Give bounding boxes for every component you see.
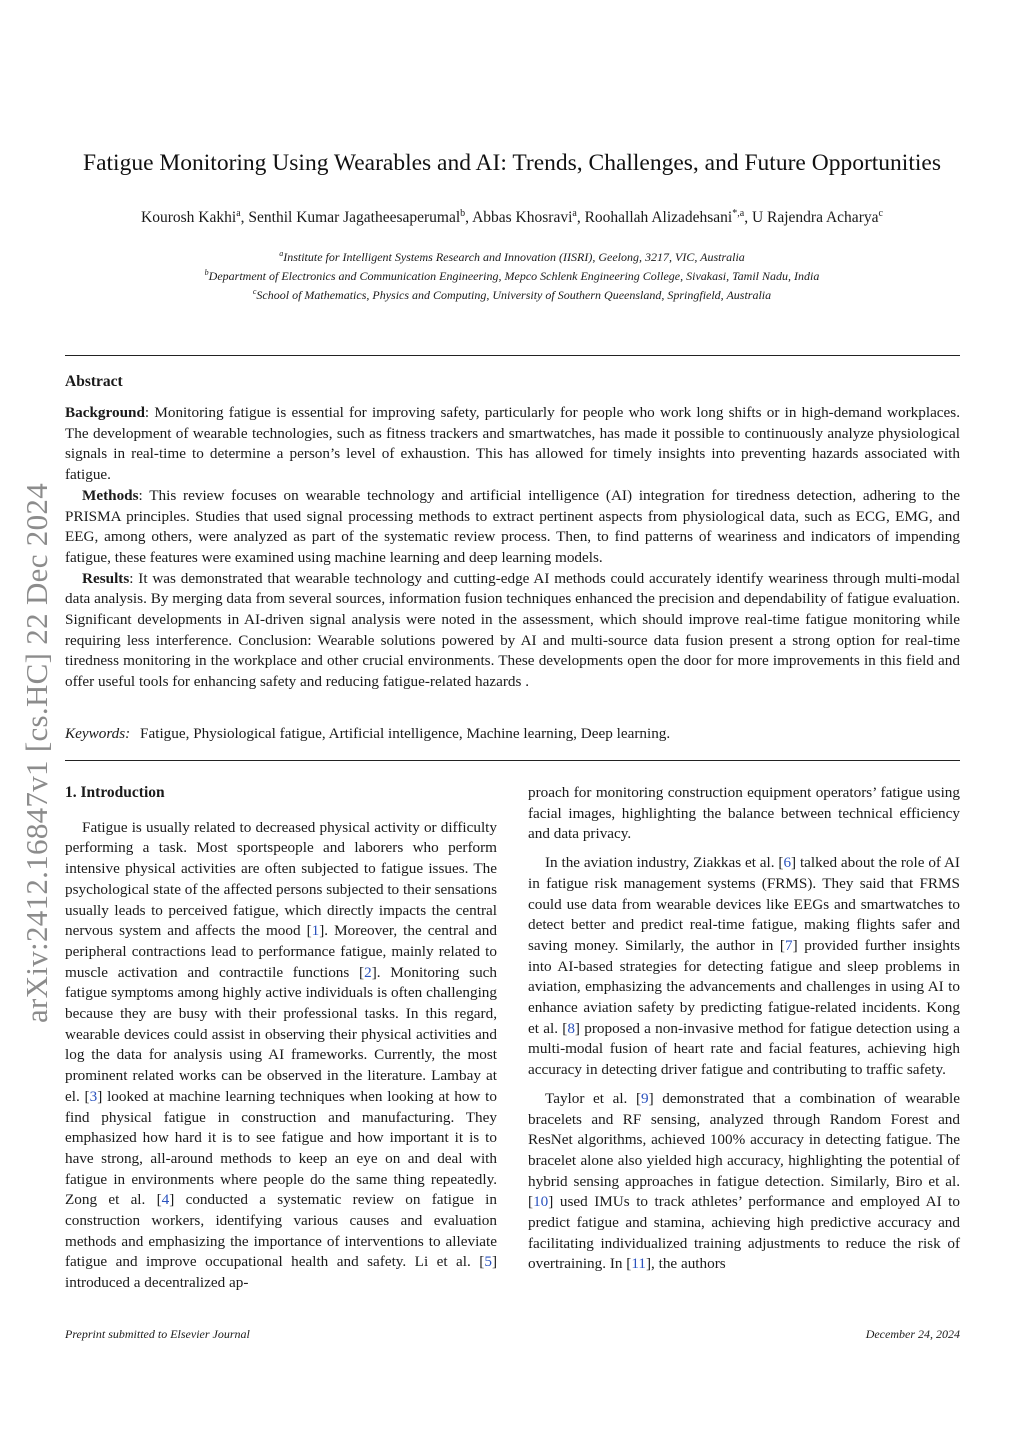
keywords [65,724,960,745]
abstract-divider [65,760,960,761]
text-run: Fatigue is usually related to decreased physical activity or difficulty performing a task. Most sportspeople and laborers who perform intensive physical activities are often subjected to fatigue issues. The psychological state of the affected persons subjected to their sensations usually leads to perceived fatigue, which directly impacts the central nervous system and affects the mood [ [65,818,498,940]
author: U Rajendra Acharya$^c$ [751,208,883,227]
citation-link[interactable]: 2 [364,963,372,981]
text-run: ] provided further insights into AI-based strategies for detecting fatigue and sleep problems in aviation, emphasizing the advancements and challenges in using AI to enhance aviation safety by predicting fatigue-related incidents. Kong et al. [ [528,936,960,1037]
author: Abbas Khosravi$^a$, [472,208,585,227]
text-run: ] looked at machine learning techniques when looking at how to find physical fatigue in construction and manufacturing. They emphasized how hard it is to see fatigue and how important it is to have strong, all-around methods to keep an eye on and deal with fatigue in environments where people do the same thing repeatedly. Zong et al. [ [65,1087,497,1209]
abstract-heading: Abstract [65,373,123,390]
text-run: ] conducted a systematic review on fatigue in construction workers, identifying various causes and evaluation methods and emphasizing the importance of interventions to alleviate fatigue and improve occupational health and safety. Li et al. [ [65,1191,497,1271]
text-run: Taylor et al. [ [545,1089,642,1107]
section-heading-introduction: 1. Introduction [65,784,165,801]
intro-paragraph-3 [528,1089,960,1275]
text-run: In the aviation industry, Ziakkas et al. [ [545,854,784,872]
keywords-list: Fatigue, Physiological fatigue, Artificial intelligence, Machine learning, Deep learning. [140,725,671,742]
citation-link[interactable]: 7 [784,936,793,954]
top-divider [65,355,960,356]
citation-link[interactable]: 4 [161,1191,170,1209]
intro-paragraph-1-continued [528,783,960,845]
affiliation: $^a$Institute for Intelligent Systems Research and Innovation (IISRI), Geelong, 3217, VIC, Australia [279,249,745,264]
author: Roohallah Alizadehsani$^{*,a}$, [584,208,752,227]
text-run: ], the authors [645,1255,726,1273]
abstract-body [65,403,960,693]
author-list [0,208,1024,227]
intro-paragraph-2 [528,853,960,1081]
paper-title: Fatigue Monitoring Using Wearables and AI: Trends, Challenges, and Future Opportunities [83,150,941,176]
text-run: ]. Moreover, the central and peripheral contractions lead to performance fatigue, mainly related to muscle activation and contractile functions [ [65,922,497,981]
keywords-label: Keywords: [65,725,131,742]
abstract-results: Results: It was demonstrated that wearable technology and cutting-edge AI methods could accurately identify weariness through multi-modal data analysis. By merging data from several sources, information fusion techniques enhanced the precision and dependability of fatigue evaluation. Significant developments in AI-driven signal analysis were noted in the assessment, which should improve real-time fatigue monitoring while requiring less interference. Conclusion: Wearable solutions powered by AI and multi-source data fusion present a strong option for real-time tiredness monitoring in the workplace and other crucial environments. These developments open the door for more improvements in this field and offer useful tools for enhancing safety and reducing fatigue-related hazards . [65,569,960,691]
text-run: ]. Monitoring such fatigue symptoms among highly active individuals is often challenging because they are busy with their professional tasks. In this regard, wearable devices could assist in observing their physical activities and log the data for analysis using AI frameworks. Currently, the most prominent related works can be observed in the literature. Lambay at el. [ [65,963,498,1105]
text-run: ] demonstrated that a combination of wearable bracelets and RF sensing, analyzed through Random Forest and ResNet algorithms, achieved 100% accuracy in detecting fatigue. The bracelet alone also yielded high accuracy, highlighting the potential of hybrid sensing approaches in fatigue detection. Similarly, Biro et al. [ [528,1089,960,1211]
arxiv-identifier-stamp [12,445,62,1060]
right-column [528,783,960,1283]
citation-link[interactable]: 8 [567,1019,575,1037]
footer-date: December 24, 2024 [865,1327,960,1341]
abstract-background: Background: Monitoring fatigue is essential for improving safety, particularly for people who work long shifts or in high-demand workplaces. The development of wearable technologies, such as fitness trackers and smartwatches, has made it possible to continuously analyze physiological signals in real-time to determine a person’s level of exhaustion. This has allowed for timely insights into preventing hazards associated with fatigue. [65,404,960,484]
text-run: ] proposed a non-invasive method for fatigue detection using a multi-modal fusion of heart rate and facial features, achieving high accuracy in detecting driver fatigue and contributing to traffic safety. [528,1019,960,1079]
intro-paragraph-1 [65,818,497,1294]
citation-link[interactable]: 5 [484,1253,492,1271]
citation-link[interactable]: 10 [533,1193,549,1211]
author: Senthil Kumar Jagatheesaperumal$^b$, [248,208,473,227]
citation-link[interactable]: 6 [783,854,792,872]
citation-link[interactable]: 1 [311,922,320,940]
affiliation: $^c$School of Mathematics, Physics and Computing, University of Southern Queensland, Springfield, Australia [252,287,772,302]
footer-preprint-note: Preprint submitted to Elsevier Journal [65,1327,250,1341]
arxiv-identifier: arXiv:2412.16847v1 [cs.HC] 22 Dec 2024 [19,482,55,1023]
citation-link[interactable]: 9 [641,1089,649,1107]
author: Kourosh Kakhi$^a$, [141,208,249,227]
text-run: ] used IMUs to track athletes’ performance and employed AI to predict fatigue and stamina, achieving high predictive accuracy and facilitating individualized training adjustments to reduce the risk of overtraining. In [ [528,1193,960,1273]
affiliation: $^b$Department of Electronics and Communication Engineering, Mepco Schlenk Engineering College, Sivakasi, Tamil Nadu, India [204,268,820,283]
left-column [65,783,497,1302]
affiliation-list [0,246,1024,303]
citation-link[interactable]: 3 [89,1087,98,1105]
abstract-methods: Methods: This review focuses on wearable technology and artificial intelligence (AI) integration for tiredness detection, adhering to the PRISMA principles. Studies that used signal processing methods to extract pertinent aspects from physiological data, such as ECG, EMG, and EEG, among others, were analyzed as part of the systematic review process. Then, to find patterns of weariness and indicators of impending fatigue, these features were examined using machine learning and deep learning models. [65,486,960,566]
text-run: ] introduced a decentralized ap- [65,1253,497,1292]
citation-link[interactable]: 11 [631,1255,646,1273]
text-run: ] talked about the role of AI in fatigue risk management systems (FRMS). They said that FRMS could use data from wearable devices like EEGs and smartwatches to detect better and predict real-time fatigue, making flights safer and saving money. Similarly, the author in [ [528,854,960,954]
text-run: proach for monitoring construction equipment operators’ fatigue using facial images, highlighting the balance between technical efficiency and data privacy. [528,784,960,843]
